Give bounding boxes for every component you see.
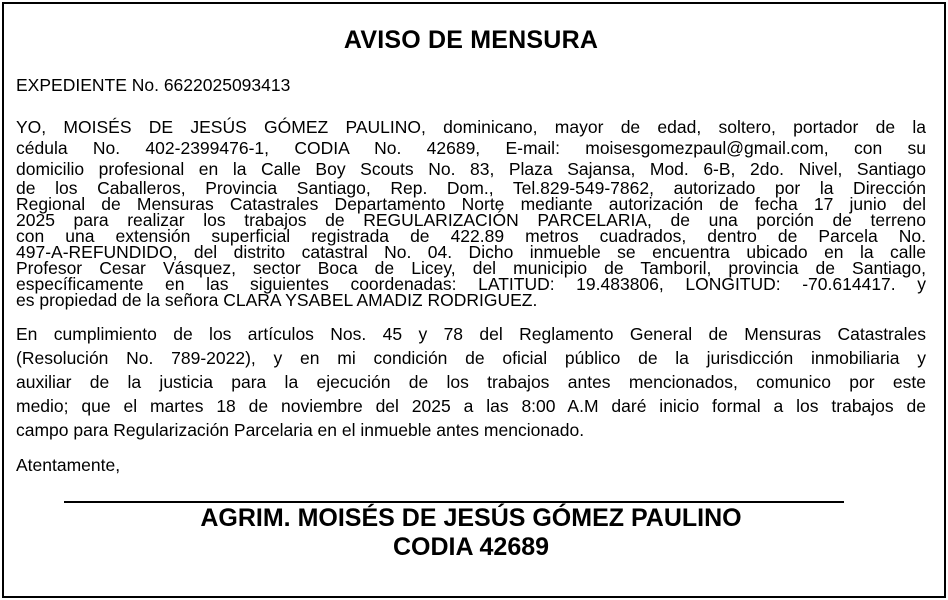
paragraph-line: En cumplimiento de los artículos Nos. 45 y 78 del Reglamento General de Mensuras Catastrales	[16, 324, 926, 344]
signature-name: AGRIM. MOISÉS DE JESÚS GÓMEZ PAULINO	[200, 504, 742, 532]
paragraph-line: campo para Regularización Parcelaria en el inmueble antes mencionado.	[16, 420, 585, 440]
signature-codia: CODIA 42689	[392, 533, 550, 561]
notice-title: AVISO DE MENSURA	[343, 26, 599, 54]
paragraph-line: YO, MOISÉS DE JESÚS GÓMEZ PAULINO, dominicano, mayor de edad, soltero, portador de la	[16, 117, 926, 137]
expediente-number: EXPEDIENTE No. 6622025093413	[16, 75, 291, 95]
paragraph-line: domicilio profesional en la Calle Boy Scouts No. 83, Plaza Sajansa, Mod. 6-B, 2do. Nivel, Santiago	[16, 159, 926, 179]
paragraph-line: es propiedad de la señora CLARA YSABEL AMADIZ RODRIGUEZ.	[16, 290, 538, 310]
paragraph-line: 2025 para realizar los trabajos de REGULARIZACIÓN PARCELARIA, de una porción de terreno	[16, 210, 926, 230]
paragraph-line: con una extensión superficial registrada de 422.89 metros cuadrados, dentro de Parcela No.	[16, 226, 926, 246]
paragraph-line: específicamente en las siguientes coordenadas: LATITUD: 19.483806, LONGITUD: -70.614417. y	[16, 274, 926, 294]
paragraph-line: de los Caballeros, Provincia Santiago, Rep. Dom., Tel.829-549-7862, autorizado por la Dirección	[16, 178, 926, 198]
signature-line	[64, 501, 844, 503]
paragraph-line: cédula No. 402-2399476-1, CODIA No. 42689, E-mail: moisesgomezpaul@gmail.com, con su	[16, 138, 926, 158]
paragraph-line: auxiliar de la justicia para la ejecución de los trabajos antes mencionados, comunico por este	[16, 372, 926, 392]
paragraph-line: Regional de Mensuras Catastrales Departamento Norte mediante autorización de fecha 17 junio del	[16, 194, 926, 214]
paragraph-line: 497-A-REFUNDIDO, del distrito catastral No. 04. Dicho inmueble se encuentra ubicado en la calle	[16, 242, 926, 262]
paragraph-line: Profesor Cesar Vásquez, sector Boca de Licey, del municipio de Tamboril, provincia de Santiago,	[16, 258, 926, 278]
closing-salutation: Atentamente,	[16, 455, 121, 475]
paragraph-notification	[16, 322, 926, 442]
paragraph-line: medio; que el martes 18 de noviembre del 2025 a las 8:00 A.M daré inicio formal a los trabajos de	[16, 396, 926, 416]
paragraph-declaration	[16, 117, 926, 308]
paragraph-line: (Resolución No. 789-2022), y en mi condición de oficial público de la jurisdicción inmobiliaria y	[16, 348, 926, 368]
